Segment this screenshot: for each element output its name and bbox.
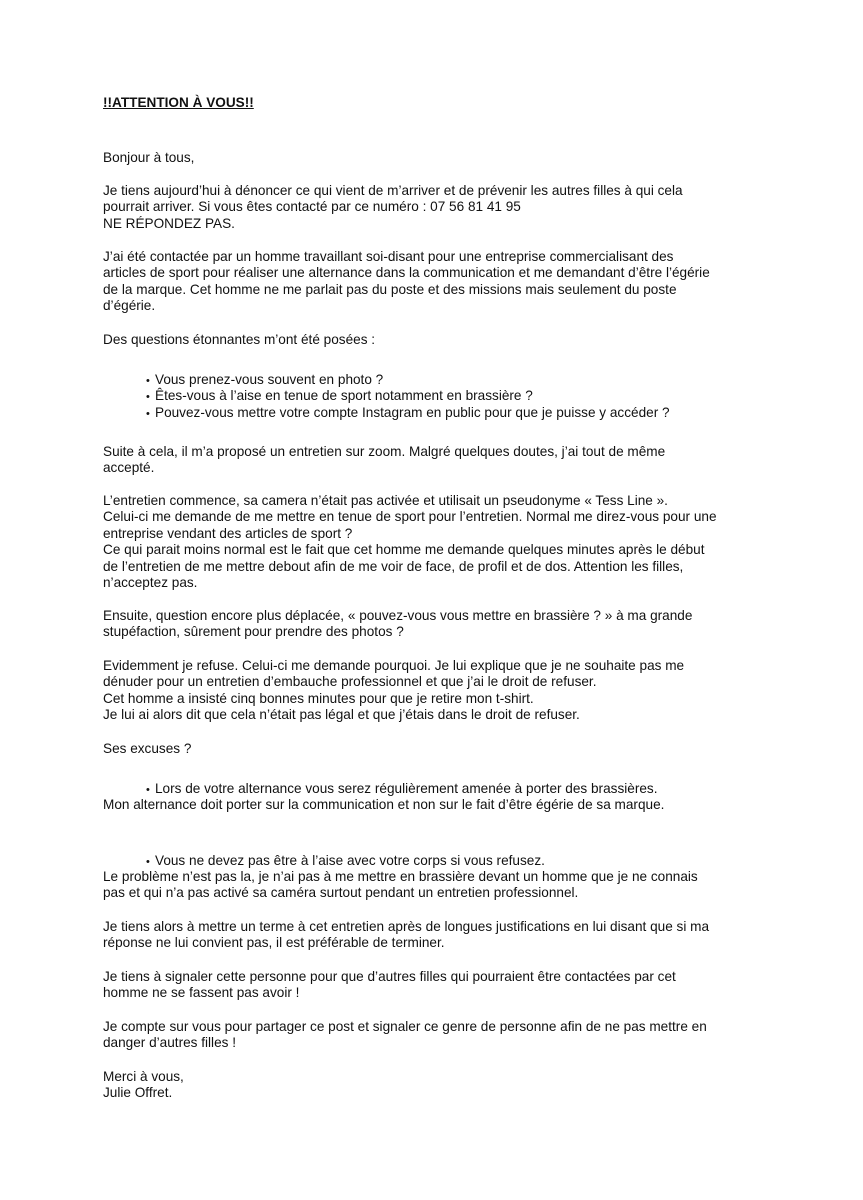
contact-line: de la marque. Cet homme ne me parlait pas du poste et des missions mais seulement du poste bbox=[103, 281, 677, 297]
list-item bbox=[146, 388, 533, 405]
contact-line: J’ai été contactée par un homme travaillant soi-disant pour une entreprise commercialisant des bbox=[103, 249, 674, 264]
bullet-icon: • bbox=[146, 856, 150, 868]
list-item bbox=[146, 405, 670, 422]
refusal-line: dénuder pour un entretien d’embauche professionnel et que j’ai le droit de refuser. bbox=[103, 674, 597, 690]
question-text: Êtes-vous à l’aise en tenue de sport notamment en brassière ? bbox=[155, 388, 533, 403]
zoom-line: Suite à cela, il m’a proposé un entretien sur zoom. Malgré quelques doutes, j’ai tout de même bbox=[103, 444, 666, 459]
signature-name: Julie Offret. bbox=[103, 1085, 173, 1101]
ending-line: Je tiens alors à mettre un terme à cet entretien après de longues justifications en lui disant que si ma bbox=[103, 919, 710, 934]
bullet-icon: • bbox=[146, 375, 150, 387]
refusal-line: Je lui ai alors dit que cela n’était pas légal et que j’étais dans le droit de refuser. bbox=[103, 707, 580, 723]
interview-line: Celui-ci me demande de me mettre en tenue de sport pour l’entretien. Normal me direz-vous pour une bbox=[103, 509, 717, 525]
intro-line: pourrait arriver. Si vous êtes contacté par ce numéro : 07 56 81 41 95 bbox=[103, 199, 521, 215]
share-paragraph bbox=[103, 1019, 783, 1052]
refusal-line: Cet homme a insisté cinq bonnes minutes pour que je retire mon t-shirt. bbox=[103, 690, 534, 706]
share-line: Je compte sur vous pour partager ce post et signaler ce genre de personne afin de ne pas mettre en bbox=[103, 1019, 707, 1034]
interview-line: n’acceptez pas. bbox=[103, 575, 198, 591]
report-paragraph bbox=[103, 969, 783, 1002]
question-text: Vous prenez-vous souvent en photo ? bbox=[155, 372, 384, 387]
refusal-line: Evidemment je refuse. Celui-ci me demande pourquoi. Je lui explique que je ne souhaite pas me bbox=[103, 658, 685, 673]
excuse-reply-line: pas et qui n’a pas activé sa caméra surtout pendant un entretien professionnel. bbox=[103, 885, 579, 901]
bullet-icon: • bbox=[146, 391, 150, 403]
intro-paragraph bbox=[103, 183, 783, 232]
excuse-text: Lors de votre alternance vous serez régulièrement amenée à porter des brassières. bbox=[155, 781, 658, 796]
question2-paragraph bbox=[103, 608, 783, 641]
contact-line: d’égérie. bbox=[103, 298, 156, 314]
bullet-icon: • bbox=[146, 784, 150, 796]
refusal-paragraph bbox=[103, 658, 783, 724]
excuse-text: Vous ne devez pas être à l’aise avec votre corps si vous refusez. bbox=[155, 853, 545, 868]
report-line: homme ne se fassent pas avoir ! bbox=[103, 985, 300, 1001]
list-item bbox=[146, 372, 383, 389]
interview-line: L’entretien commence, sa camera n’était pas activée et utilisait un pseudonyme « Tess Line ». bbox=[103, 493, 668, 508]
ending-line: réponse ne lui convient pas, il est préférable de terminer. bbox=[103, 935, 445, 951]
contact-paragraph bbox=[103, 249, 783, 315]
intro-line: NE RÉPONDEZ PAS. bbox=[103, 215, 235, 231]
report-line: Je tiens à signaler cette personne pour que d’autres filles qui pourraient être contactées par cet bbox=[103, 969, 676, 984]
excuse-reply: Mon alternance doit porter sur la communication et non sur le fait d’être égérie de sa marque. bbox=[103, 797, 665, 812]
excuse-reply bbox=[103, 869, 783, 902]
document-title: !!ATTENTION À VOUS!! bbox=[103, 95, 254, 110]
signoff bbox=[103, 1069, 783, 1102]
list-item bbox=[146, 853, 545, 870]
bullet-icon: • bbox=[146, 408, 150, 420]
question2-line: stupéfaction, sûrement pour prendre des photos ? bbox=[103, 624, 404, 640]
excuses-label: Ses excuses ? bbox=[103, 741, 192, 756]
signoff-line: Merci à vous, bbox=[103, 1069, 184, 1084]
interview-paragraph bbox=[103, 493, 783, 591]
interview-line: Ce qui parait moins normal est le fait que cet homme me demande quelques minutes après le début bbox=[103, 542, 705, 558]
list-item bbox=[146, 781, 657, 798]
interview-line: entreprise vendant des articles de sport ? bbox=[103, 525, 353, 541]
intro-line: Je tiens aujourd’hui à dénoncer ce qui vient de m’arriver et de prévenir les autres filles à qui cela bbox=[103, 183, 683, 198]
interview-line: de l’entretien de me mettre debout afin de me voir de face, de profil et de dos. Attention les filles, bbox=[103, 558, 684, 574]
excuse-reply-line: Le problème n’est pas la, je n’ai pas à me mettre en brassière devant un homme que je ne connais bbox=[103, 869, 698, 884]
zoom-paragraph bbox=[103, 444, 783, 477]
zoom-line: accepté. bbox=[103, 460, 155, 476]
question2-line: Ensuite, question encore plus déplacée, « pouvez-vous vous mettre en brassière ? » à ma grande bbox=[103, 608, 693, 623]
share-line: danger d’autres filles ! bbox=[103, 1035, 236, 1051]
questions-intro: Des questions étonnantes m’ont été posées : bbox=[103, 332, 376, 347]
question-text: Pouvez-vous mettre votre compte Instagram en public pour que je puisse y accéder ? bbox=[155, 405, 670, 420]
greeting: Bonjour à tous, bbox=[103, 150, 195, 165]
contact-line: articles de sport pour réaliser une alternance dans la communication et me demandant d’être l’égérie bbox=[103, 265, 710, 281]
ending-paragraph bbox=[103, 919, 783, 952]
